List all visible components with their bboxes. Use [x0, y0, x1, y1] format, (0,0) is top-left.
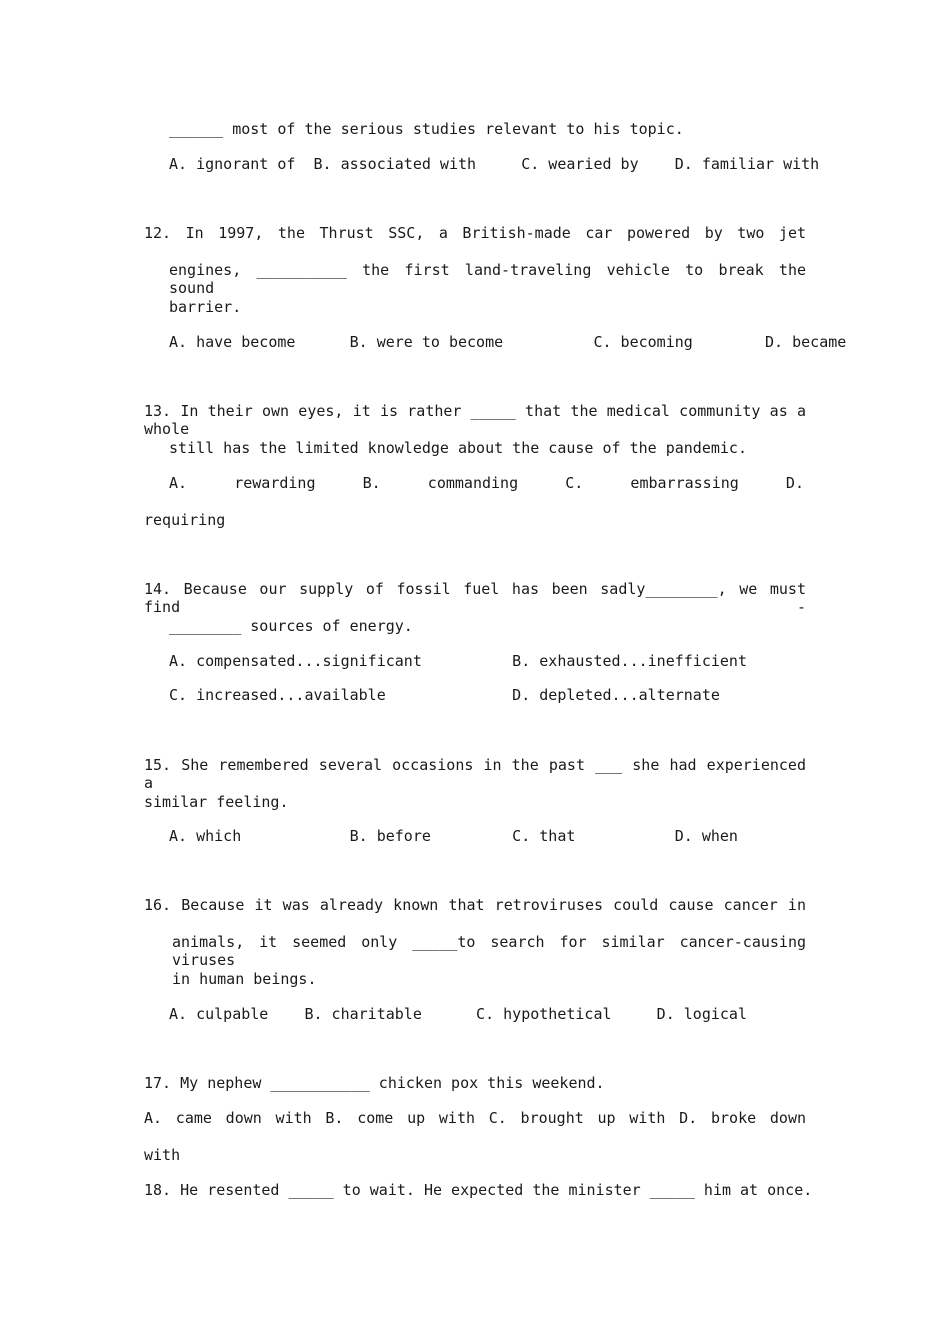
q16-stem-line-2: animals, it seemed only _____to search for similar cancer-causing viruses — [172, 933, 806, 969]
q12-stem-line-3: barrier. — [169, 298, 242, 316]
q14-options-row-2: C. increased...available D. depleted...alternate — [169, 686, 720, 704]
q13-stem-line-1: 13. In their own eyes, it is rather _____ that the medical community as a whole — [144, 402, 806, 438]
q17-options-wrap: with — [144, 1146, 181, 1164]
q12-options: A. have become B. were to become C. becoming D. became — [169, 333, 847, 351]
q11-stem-continuation: ______ most of the serious studies relevant to his topic. — [169, 120, 684, 138]
q16-stem-line-1: 16. Because it was already known that retroviruses could cause cancer in — [144, 896, 806, 914]
q13-stem-line-2: still has the limited knowledge about the cause of the pandemic. — [169, 439, 747, 457]
q15-options: A. which B. before C. that D. when — [169, 827, 738, 845]
q16-stem-line-3: in human beings. — [172, 970, 317, 988]
q15-stem-line-1: 15. She remembered several occasions in the past ___ she had experienced a — [144, 756, 806, 792]
q17-stem: 17. My nephew ___________ chicken pox this weekend. — [144, 1074, 605, 1092]
q14-stem-line-1: 14. Because our supply of fossil fuel has been sadly________, we must find - — [144, 580, 806, 616]
q18-stem: 18. He resented _____ to wait. He expected the minister _____ him at once. — [144, 1181, 813, 1199]
q13-options-wrap: requiring — [144, 511, 226, 529]
q14-stem-line-2: ________ sources of energy. — [169, 617, 413, 635]
q12-stem-line-2: engines, __________ the first land-traveling vehicle to break the sound — [169, 261, 806, 297]
q11-options: A. ignorant of B. associated with C. wearied by D. familiar with — [169, 155, 820, 173]
q16-options: A. culpable B. charitable C. hypothetical D. logical — [169, 1005, 747, 1023]
q17-options: A. came down with B. come up with C. brought up with D. broke down — [144, 1109, 806, 1127]
q12-stem-line-1: 12. In 1997, the Thrust SSC, a British-made car powered by two jet — [144, 224, 806, 242]
q15-stem-line-2: similar feeling. — [144, 793, 289, 811]
q14-options-row-1: A. compensated...significant B. exhausted...inefficient — [169, 652, 747, 670]
q13-options: A. rewarding B. commanding C. embarrassing D. — [169, 474, 804, 492]
